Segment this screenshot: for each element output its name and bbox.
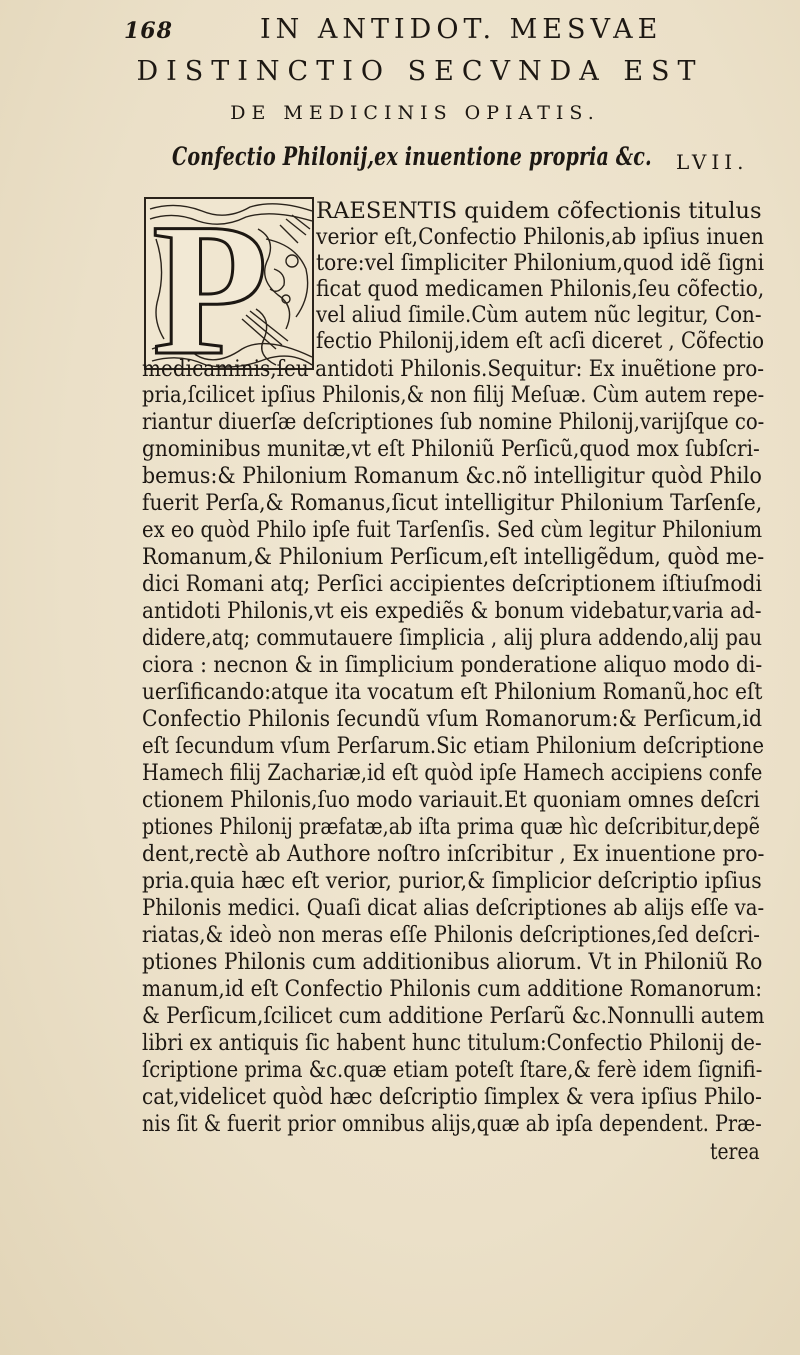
text-line: antidoti Philonis,vt eis expediẽs & bonum videbatur,varia ad- (142, 599, 762, 624)
text-line: ex eo quòd Philo ipſe fuit Tarſenſis. Sed cùm legitur Philonium (142, 518, 763, 543)
text-line: ptiones Philonis cum additionibus aliorum. Vt in Philoniũ Ro (142, 950, 763, 975)
chapter-number: LVII. (676, 150, 749, 174)
text-line: libri ex antiquis ſic habent hunc titulum:Confectio Philonij de- (142, 1031, 762, 1056)
text-line: cat,videlicet quòd hæc deſcriptio ſimplex & vera ipſius Philo- (142, 1085, 762, 1110)
text-line: riantur diuerſæ deſcriptiones ſub nomine Philonij,varijſque co- (142, 410, 765, 435)
text-line: pria.quia hæc eſt verior, purior,& ſimplicior deſcriptio ipſius (142, 869, 762, 894)
chapter-heading: Confectio Philonij,ex inuentione propria &c. (172, 142, 652, 171)
text-line: & Perſicum,ſcilicet cum additione Perſarũ &c.Nonnulli autem (142, 1004, 765, 1029)
text-line: pria,ſcilicet ipſius Philonis,& non filij Meſuæ. Cùm autem repe- (142, 383, 765, 408)
text-line: bemus:& Philonium Romanum &c.nõ intelligitur quòd Philo (142, 464, 762, 489)
running-head (124, 14, 784, 54)
text-line: RAESENTIS quidem cõfectionis titulus (316, 199, 762, 224)
text-line: uerſificando:atque ita vocatum eſt Philonium Romanũ,hoc eſt (142, 680, 763, 705)
text-line: ptiones Philonij præfatæ,ab iſta prima quæ hìc deſcribitur,depẽ (142, 815, 760, 840)
text-line: Confectio Philonis ſecundũ vſum Romanorum:& Perſicum,id (142, 707, 763, 732)
text-line: terea (710, 1140, 760, 1165)
text-line: riatas,& ideò non meras eſſe Philonis deſcriptiones,ſed deſcri- (142, 923, 760, 948)
text-line: dent,rectè ab Authore noſtro inſcribitur , Ex inuentione pro- (142, 842, 765, 867)
section-title: DISTINCTIO SECVNDA EST (136, 56, 704, 87)
section-subtitle: DE MEDICINIS OPIATIS. (230, 102, 600, 124)
text-line: Hamech filij Zachariæ,id eſt quòd ipſe Hamech accipiens confe (142, 761, 763, 786)
text-line: fectio Philonij,idem eſt acſi diceret , Cõfectio (316, 329, 765, 354)
text-line: medicaminis,ſeu antidoti Philonis.Sequitur: Ex inuẽtione pro- (142, 357, 765, 382)
decorated-initial (144, 197, 314, 370)
text-line: vel aliud ſimile.Cùm autem nũc legitur, Con- (316, 303, 762, 328)
text-line: Romanum,& Philonium Perſicum,eſt intelligẽdum, quòd me- (142, 545, 765, 570)
text-line: ficat quod medicamen Philonis,ſeu cõfectio, (316, 277, 765, 302)
text-line: didere,atq; commutauere ſimplicia , alij plura addendo,alij pau (142, 626, 763, 651)
text-line: gnominibus munitæ,vt eſt Philoniũ Perſicũ,quod mox ſubſcri- (142, 437, 760, 462)
text-line: ciora : necnon & in ſimplicium ponderatione aliquo modo di- (142, 653, 763, 678)
text-line: fuerit Perſa,& Romanus,ſicut intelligitur Philonium Tarſenſe, (142, 491, 763, 516)
page-number: 168 (124, 18, 173, 44)
initial-letter: P (152, 197, 269, 370)
text-line: Philonis medici. Quaſi dicat alias deſcriptiones ab alijs eſſe va- (142, 896, 765, 921)
text-line: manum,id eſt Confectio Philonis cum additione Romanorum: (142, 977, 763, 1002)
text-line: eſt ſecundum vſum Perſarum.Sic etiam Philonium deſcriptione (142, 734, 764, 759)
text-line: verior eſt,Confectio Philonis,ab ipſius inuen (316, 225, 764, 250)
text-line: ſcriptione prima &c.quæ etiam poteſt ſtare,& ferè idem ſignifi- (142, 1058, 763, 1083)
text-line: dici Romani atq; Perſici accipientes deſcriptionem iſtiuſmodi (142, 572, 762, 597)
text-line: ctionem Philonis,ſuo modo variauit.Et quoniam omnes deſcri (142, 788, 760, 813)
running-title: IN ANTIDOT. MESVAE (260, 14, 663, 45)
text-line: tore:vel ſimpliciter Philonium,quod idẽ ſigni (316, 251, 765, 276)
text-line: nis ſit & fuerit prior omnibus alijs,quæ ab ipſa dependent. Præ- (142, 1112, 762, 1137)
